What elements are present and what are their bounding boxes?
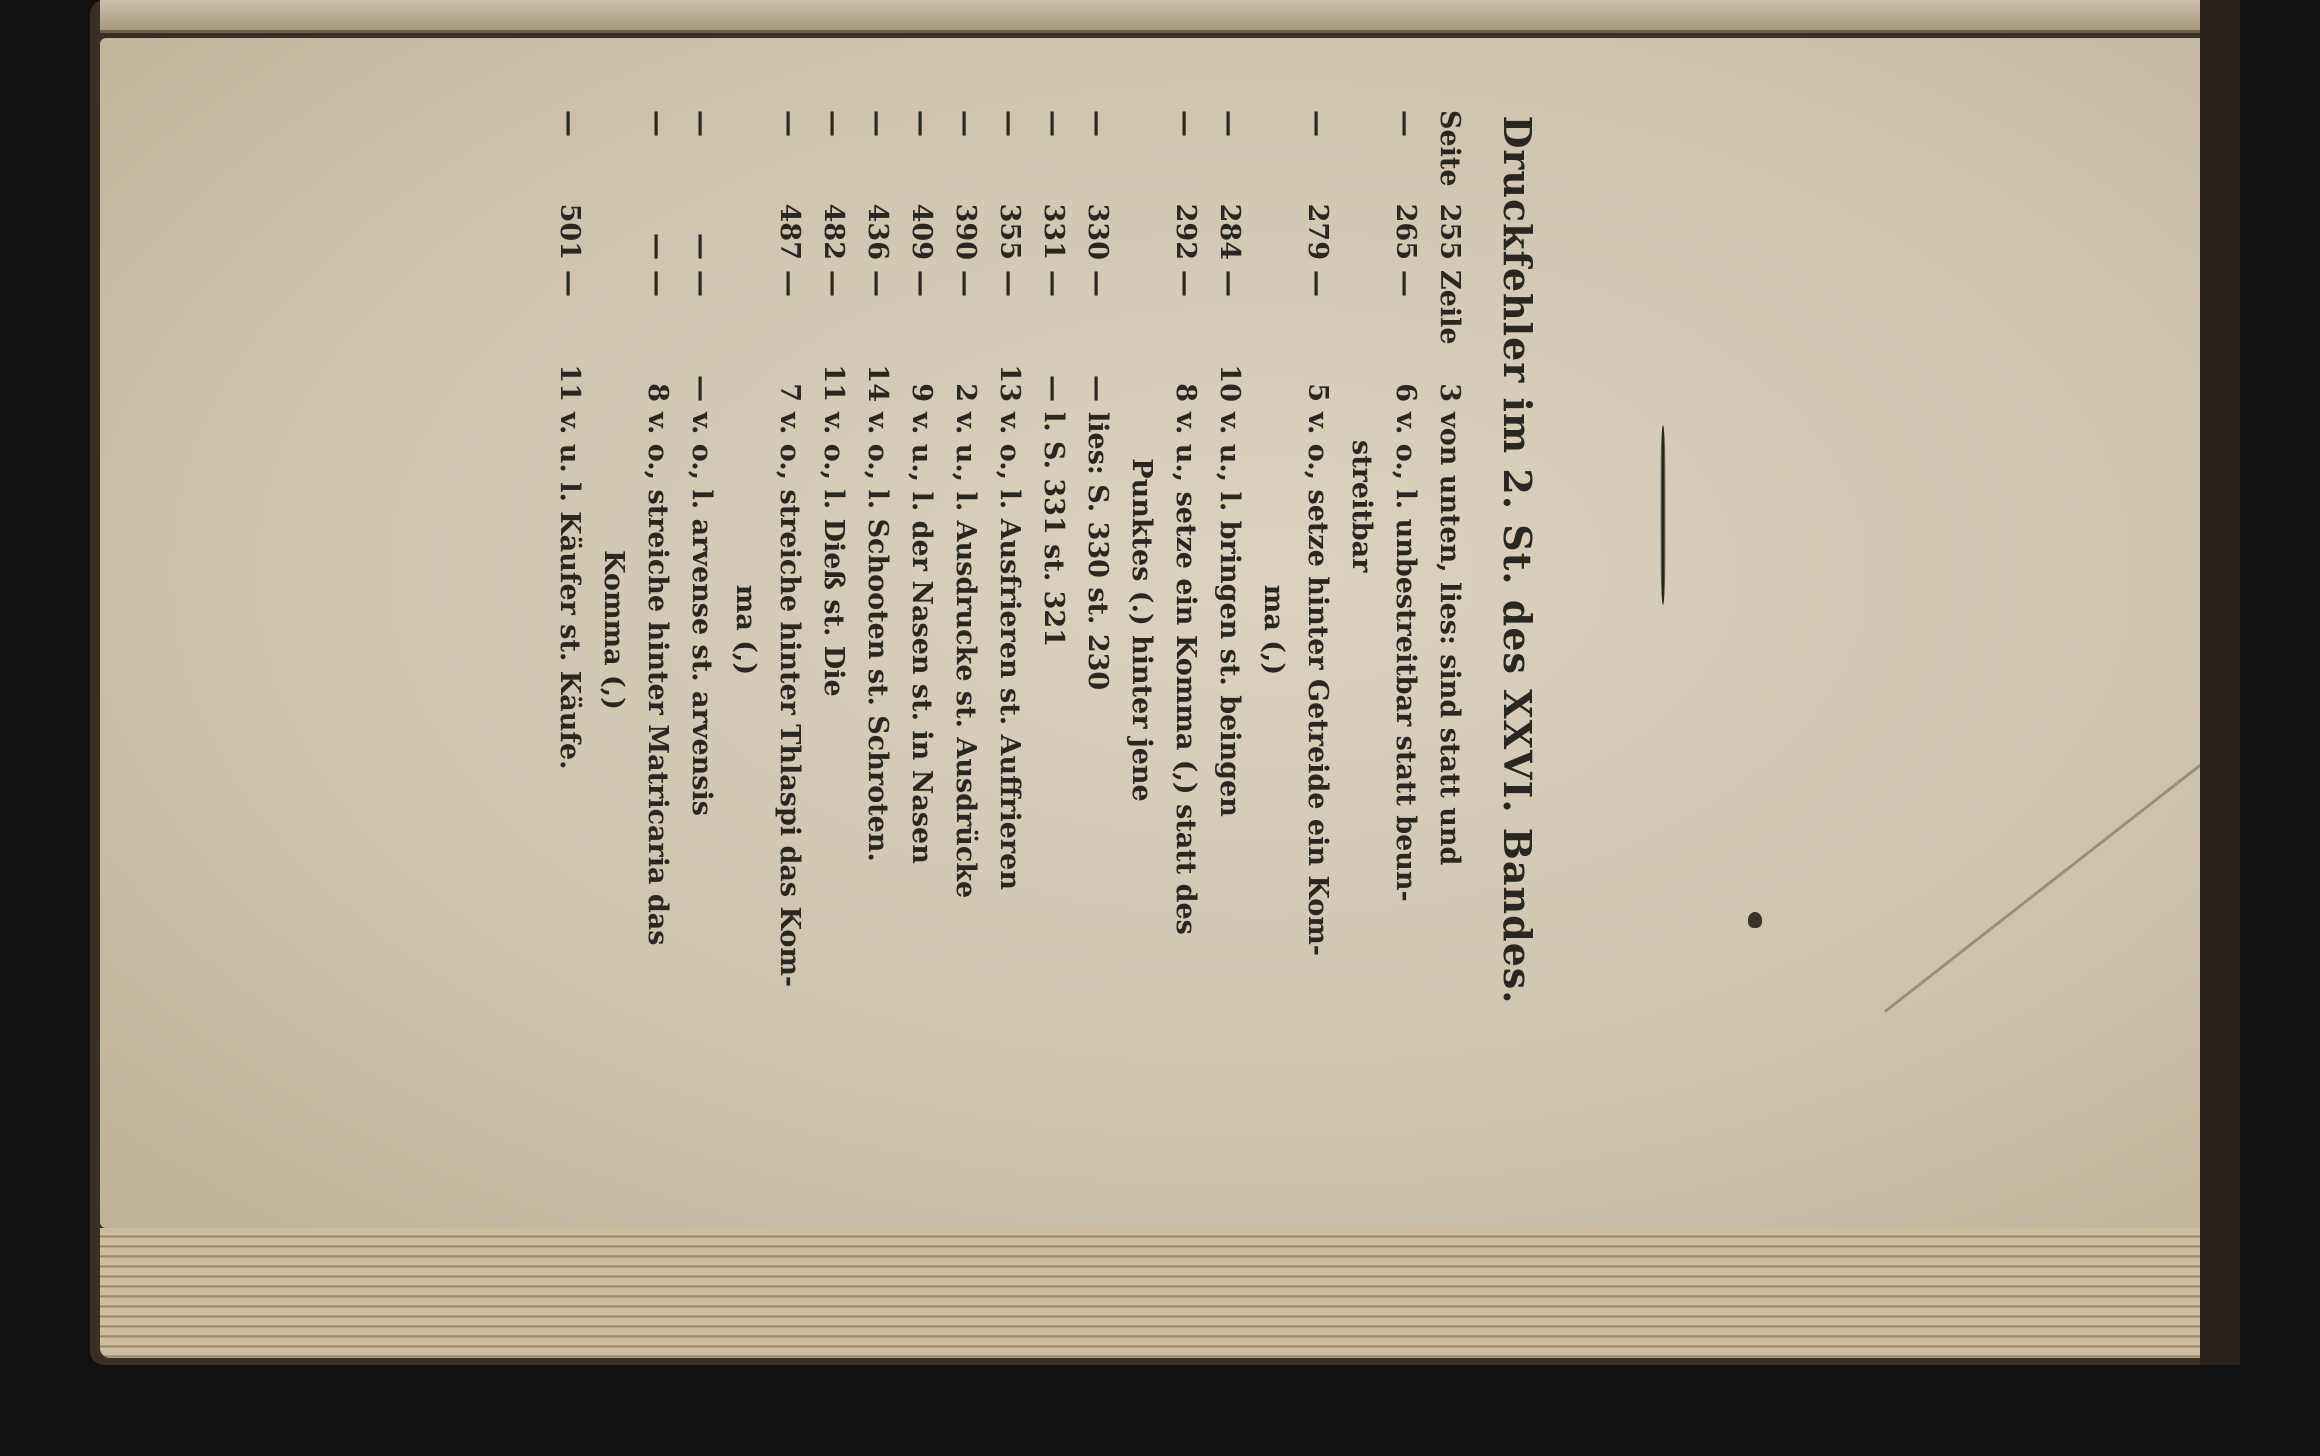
seite-label: — (1390, 110, 1421, 137)
seite-label: — (906, 110, 937, 137)
correction-text: v. o., streiche hinter Thlaspi das Kom- (774, 412, 805, 988)
page-number: 279 (1302, 203, 1333, 260)
correction-text: v. o., l. unbestreitbar statt beun- (1390, 412, 1421, 902)
errata-row (987, 110, 1031, 1010)
correction-text: v. o., l. Ausfrieren st. Auffrieren (994, 412, 1025, 890)
zeile-label: — (554, 270, 585, 297)
page-number: 436 (862, 203, 893, 260)
zeile-label: — (1302, 270, 1333, 297)
zeile-label: — (862, 270, 893, 297)
errata-continuation: ma (,) (1258, 584, 1289, 676)
seite-label: — (554, 110, 585, 137)
page-number: 255 (1434, 203, 1465, 260)
seite-label: — (686, 110, 717, 137)
correction-text: v. u., setze ein Komma (,) statt des (1170, 412, 1201, 935)
correction-text: v. o., streiche hinter Matricaria das (642, 412, 673, 946)
line-number: — (686, 375, 717, 402)
errata-row (899, 110, 943, 1010)
errata-continuation: streitbar (1346, 440, 1377, 573)
errata-row (1119, 110, 1163, 1010)
page-number: 284 (1214, 203, 1245, 260)
facing-page-edge (100, 0, 2210, 33)
seite-label: — (1038, 110, 1069, 137)
zeile-label: — (950, 270, 981, 297)
zeile-label: — (994, 270, 1025, 297)
zeile-label: — (1214, 270, 1245, 297)
line-number: 8 (1170, 383, 1201, 402)
line-number: 3 (1434, 383, 1465, 402)
seite-label: — (774, 110, 805, 137)
page-number: 390 (950, 203, 981, 260)
line-number: 11 (554, 364, 585, 402)
seite-label: — (818, 110, 849, 137)
zeile-label: — (906, 270, 937, 297)
errata-row (767, 110, 811, 1010)
errata-row (635, 110, 679, 1010)
seite-label: — (1302, 110, 1333, 137)
line-number: 2 (950, 383, 981, 402)
correction-text: v. o., setze hinter Getreide ein Kom- (1302, 412, 1333, 957)
ink-mark (1748, 912, 1762, 928)
closing-rule (1660, 425, 1666, 605)
zeile-label: — (1170, 270, 1201, 297)
errata-row (811, 110, 855, 1010)
errata-row (679, 110, 723, 1010)
page-number: 265 (1390, 203, 1421, 260)
zeile-label: — (1082, 270, 1113, 297)
correction-text: v. u., l. der Nasen st. in Nasen (906, 412, 937, 864)
errata-row (1251, 110, 1295, 1010)
correction-text: v. o., l. arvense st. arvensis (686, 412, 717, 816)
line-number: 14 (862, 364, 893, 402)
line-number: 10 (1214, 364, 1245, 402)
correction-text: lies: S. 330 st. 230 (1082, 412, 1113, 691)
page-number: 409 (906, 203, 937, 260)
zeile-label: — (1390, 270, 1421, 297)
page-number: 331 (1038, 203, 1069, 260)
zeile-label: — (774, 270, 805, 297)
line-number: 7 (774, 383, 805, 402)
seite-label: Seite (1434, 110, 1465, 187)
errata-row (1075, 110, 1119, 1010)
line-number: 8 (642, 383, 673, 402)
errata-row (1295, 110, 1339, 1010)
errata-row (943, 110, 987, 1010)
page-number: 292 (1170, 203, 1201, 260)
correction-text: von unten, lies: sind statt und (1434, 412, 1465, 866)
line-number: 5 (1302, 383, 1333, 402)
correction-text: v. o., l. Schooten st. Schroten. (862, 412, 893, 862)
seite-label: — (1214, 110, 1245, 137)
errata-row (1163, 110, 1207, 1010)
seite-label: — (642, 110, 673, 137)
page-number: 482 (818, 203, 849, 260)
page-number: 330 (1082, 203, 1113, 260)
page-number: — (642, 233, 673, 260)
line-number: 11 (818, 364, 849, 402)
errata-row (1383, 110, 1427, 1010)
line-number: — (1082, 375, 1113, 402)
errata-row (855, 110, 899, 1010)
book-binding (2200, 0, 2240, 1365)
errata-list (547, 110, 1471, 1010)
correction-text: v. o., l. Dieß st. Die (818, 412, 849, 697)
correction-text: v. u., l. bringen st. beingen (1214, 412, 1245, 817)
seite-label: — (1170, 110, 1201, 137)
page-number: 487 (774, 203, 805, 260)
seite-label: — (994, 110, 1025, 137)
zeile-label: Zeile (1434, 270, 1465, 345)
correction-text: l. S. 331 st. 321 (1038, 412, 1069, 647)
zeile-label: — (686, 270, 717, 297)
line-number: 6 (1390, 383, 1421, 402)
errata-continuation: ma (,) (730, 584, 761, 676)
correction-text: v. u., l. Ausdrucke st. Ausdrücke (950, 412, 981, 899)
errata-row (1339, 110, 1383, 1010)
seite-label: — (950, 110, 981, 137)
errata-continuation: Komma (,) (598, 550, 629, 710)
errata-row (591, 110, 635, 1010)
line-number: 9 (906, 383, 937, 402)
seite-label: — (862, 110, 893, 137)
zeile-label: — (642, 270, 673, 297)
page-number: 355 (994, 203, 1025, 260)
line-number: — (1038, 375, 1069, 402)
page-number: 501 (554, 203, 585, 260)
zeile-label: — (818, 270, 849, 297)
zeile-label: — (1038, 270, 1069, 297)
line-number: 13 (994, 364, 1025, 402)
correction-text: v. u. l. Käufer st. Käufe. (554, 412, 585, 770)
errata-block (530, 110, 1540, 1010)
errata-row (1207, 110, 1251, 1010)
errata-row (1427, 110, 1471, 1010)
page-edges (100, 1228, 2210, 1358)
errata-row (1031, 110, 1075, 1010)
errata-title: Druckfehler im 2. St. des XXVI. Bandes. (1495, 115, 1540, 1005)
errata-row (723, 110, 767, 1010)
seite-label: — (1082, 110, 1113, 137)
errata-row (547, 110, 591, 1010)
errata-continuation: Punktes (.) hinter jene (1126, 458, 1157, 802)
page-number: — (686, 233, 717, 260)
